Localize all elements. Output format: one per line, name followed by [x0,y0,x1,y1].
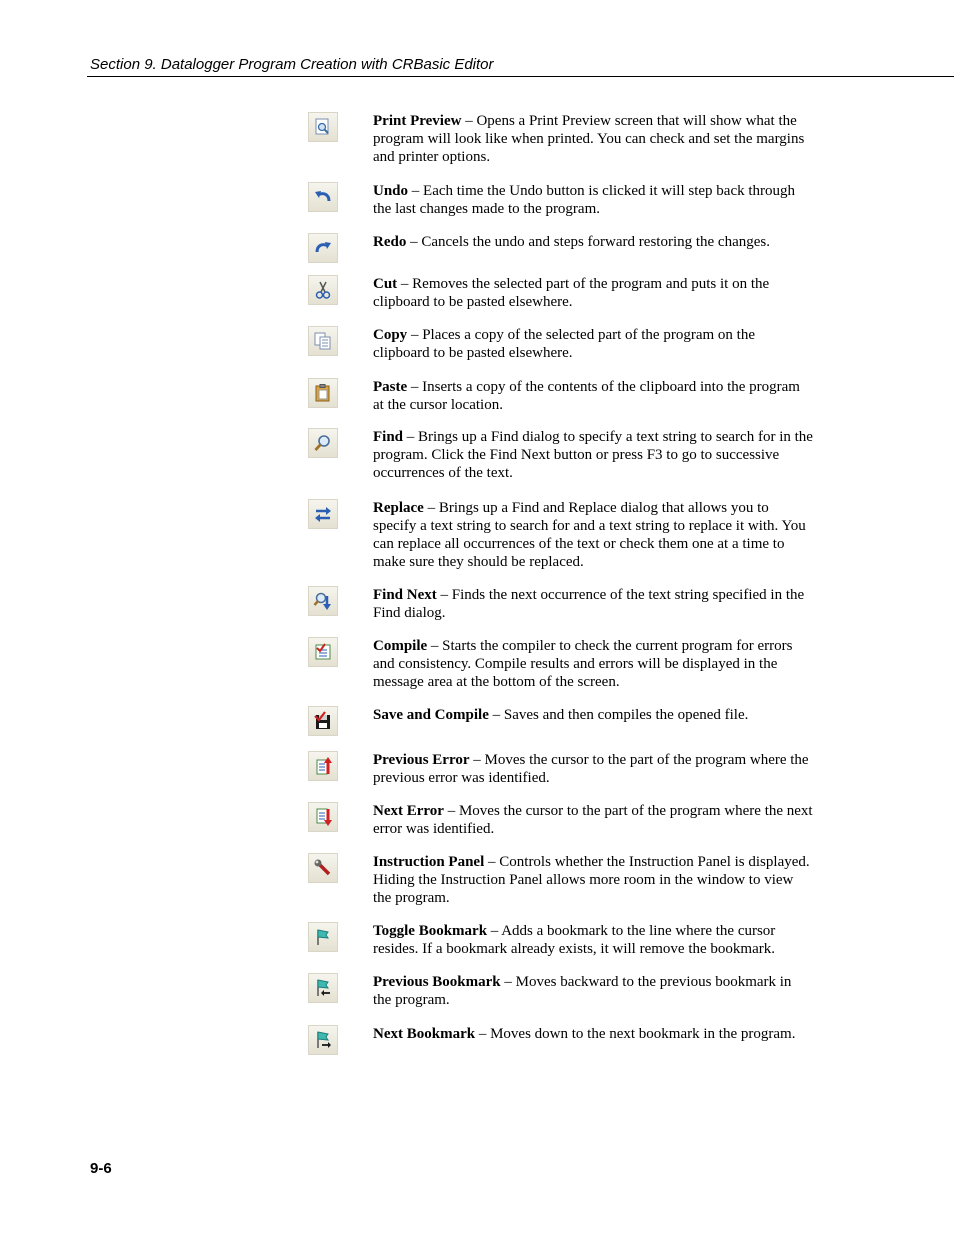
next-bookmark-icon [308,1025,338,1055]
header-rule [87,76,954,77]
entry-text: – Places a copy of the selected part of the program on the clipboard to be pasted elsewhere. [373,327,755,361]
entry-text: – Adds a bookmark to the line where the cursor resides. If a bookmark already exists, it will remove the bookmark. [373,923,776,957]
entry-term: Next Error [373,803,444,819]
clipboard-icon [308,378,338,408]
entry-term: Undo [373,183,409,199]
find-next-icon [308,586,338,616]
entry-text: – Saves and then compiles the opened file. [488,707,749,723]
next-error-icon [308,802,338,832]
entry-text: – Moves the cursor to the part of the program where the next error was identified. [373,803,813,837]
section-header: Section 9. Datalogger Program Creation with CRBasic Editor [90,56,494,73]
entry-text: – Finds the next occurrence of the text string specified in the Find dialog. [373,587,805,621]
undo-icon [308,182,338,212]
entry-term: Print Preview [373,113,462,129]
previous-bookmark-icon [308,973,338,1003]
print-preview-icon [308,112,338,142]
entry-term: Previous Error [373,752,470,768]
entry-term: Next Bookmark [373,1026,476,1042]
entry-text: – Cancels the undo and steps forward restoring the changes. [406,234,770,250]
entry-term: Copy [373,327,408,343]
entry-term: Cut [373,276,398,292]
redo-icon [308,233,338,263]
entry-term: Find Next [373,587,437,603]
entry-text: – Moves down to the next bookmark in the program. [475,1026,796,1042]
entry-text: – Moves backward to the previous bookmark in the program. [373,974,792,1008]
compile-icon [308,637,338,667]
copy-icon [308,326,338,356]
entry-text: – Opens a Print Preview screen that will show what the program will look like when printed. You can check and set the margins and printer options. [373,113,805,165]
entry-term: Compile [373,638,428,654]
magnifier-icon [308,428,338,458]
scissors-icon [308,275,338,305]
previous-error-icon [308,751,338,781]
entry-text: – Inserts a copy of the contents of the clipboard into the program at the cursor location. [373,379,800,413]
replace-arrows-icon [308,499,338,529]
entry-text: – Controls whether the Instruction Panel is displayed. Hiding the Instruction Panel allows more room in the window to view the program. [373,854,810,906]
entry-text: – Brings up a Find and Replace dialog that allows you to specify a text string to search for and a text string to replace it with. You can replace all occurrences of the text or check them one at a time to make sure they should be replaced. [373,500,806,570]
save-compile-icon [308,706,338,736]
wrench-icon [308,853,338,883]
entry-text: – Removes the selected part of the program and puts it on the clipboard to be pasted elsewhere. [373,276,770,310]
entry-text: – Starts the compiler to check the current program for errors and consistency. Compile results and errors will be displayed in the message area at the bottom of the screen. [373,638,793,690]
entry-term: Previous Bookmark [373,974,501,990]
entry-text: – Each time the Undo button is clicked it will step back through the last changes made to the program. [373,183,796,217]
bookmark-flag-icon [308,922,338,952]
entry-term: Redo [373,234,407,250]
entry-text: – Moves the cursor to the part of the program where the previous error was identified. [373,752,809,786]
entry-term: Replace [373,500,424,516]
entry-term: Find [373,429,404,445]
entry-term: Save and Compile [373,707,489,723]
entry-term: Paste [373,379,408,395]
entry-text: – Brings up a Find dialog to specify a text string to search for in the program. Click the Find Next button or press F3 to go to successive occurrences of the text. [373,429,813,481]
entry-term: Instruction Panel [373,854,485,870]
entry-term: Toggle Bookmark [373,923,488,939]
page-number: 9-6 [90,1160,112,1177]
